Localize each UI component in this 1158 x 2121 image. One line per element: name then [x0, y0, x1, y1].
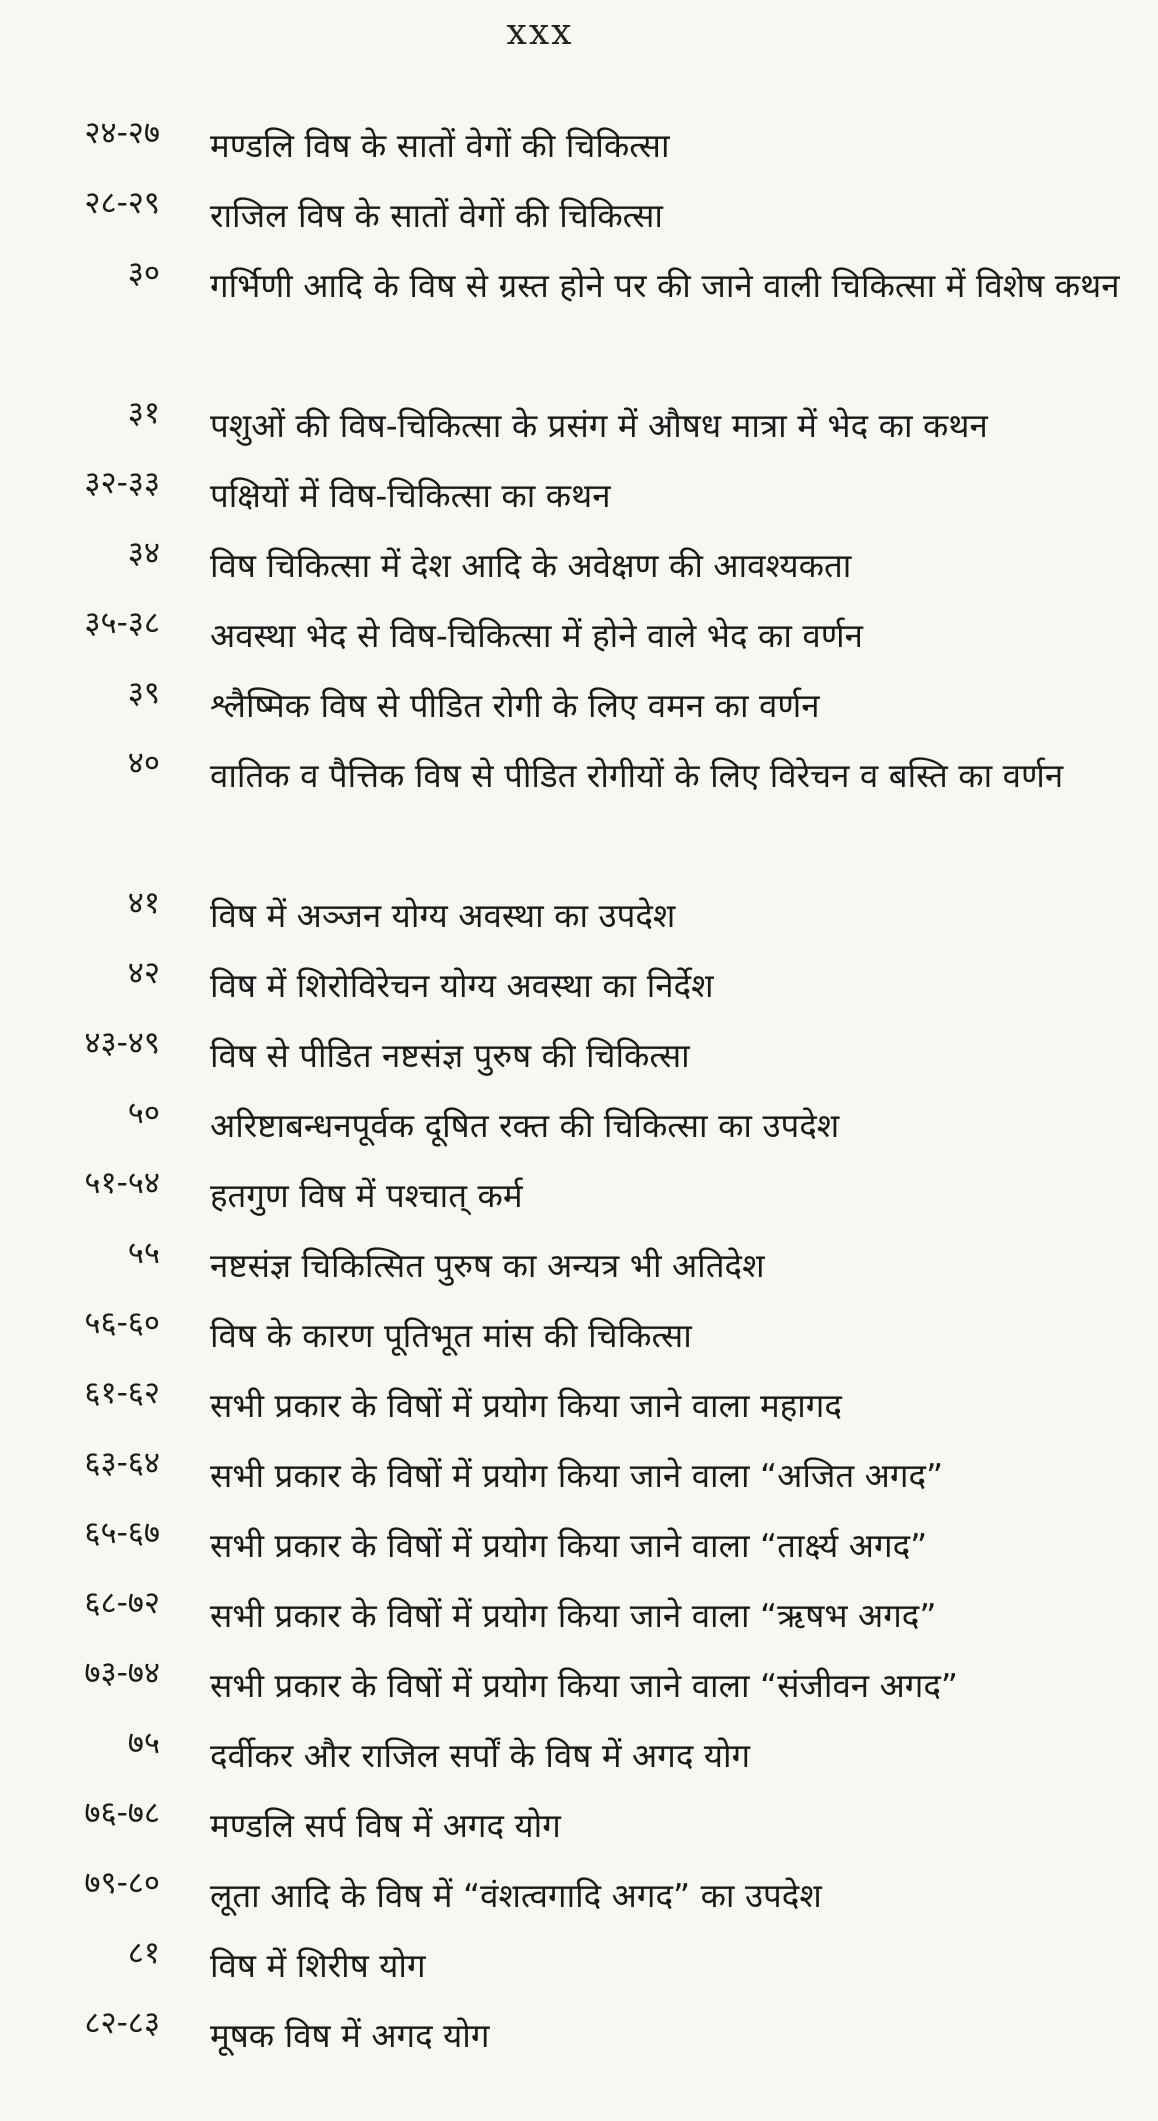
verse-number: ३१ [127, 395, 160, 431]
entry-description: श्लैष्मिक विष से पीडित रोगी के लिए वमन का वर्णन [210, 686, 820, 725]
toc-entry [0, 385, 1158, 455]
verse-number: ३९ [127, 675, 160, 711]
verse-number: ७३-७४ [84, 1655, 160, 1691]
entry-description: सभी प्रकार के विषों में प्रयोग किया जाने वाला “संजीवन अगद” [210, 1666, 959, 1705]
verse-number: ५६-६० [84, 1305, 160, 1341]
entry-description: हतगुण विष में पश्चात् कर्म [210, 1176, 523, 1215]
toc-entry [0, 665, 1158, 735]
entry-description: विष में शिरोविरेचन योग्य अवस्था का निर्देश [210, 966, 714, 1005]
verse-number: ५१-५४ [84, 1165, 160, 1201]
toc-entry [0, 525, 1158, 595]
toc-entry [0, 245, 1158, 385]
table-of-contents [0, 105, 1158, 2065]
entry-description: विष के कारण पूतिभूत मांस की चिकित्सा [210, 1316, 692, 1355]
entry-description: मण्डलि सर्प विष में अगद योग [210, 1806, 561, 1845]
verse-number: ७६-७८ [84, 1795, 160, 1831]
toc-entry [0, 1925, 1158, 1995]
verse-number: २८-२९ [84, 185, 160, 221]
entry-description: राजिल विष के सातों वेगों की चिकित्सा [210, 196, 663, 235]
verse-number: ५५ [127, 1235, 160, 1271]
verse-number: ८१ [127, 1935, 160, 1971]
verse-number: ३४ [127, 535, 160, 571]
entry-description: सभी प्रकार के विषों में प्रयोग किया जाने वाला “ऋषभ अगद” [210, 1596, 937, 1635]
entry-description: पक्षियों में विष-चिकित्सा का कथन [210, 476, 611, 515]
toc-entry [0, 105, 1158, 175]
entry-description: सभी प्रकार के विषों में प्रयोग किया जाने वाला “अजित अगद” [210, 1456, 944, 1495]
verse-number: ७५ [127, 1725, 160, 1761]
verse-number: ४२ [127, 955, 160, 991]
entry-description: सभी प्रकार के विषों में प्रयोग किया जाने वाला “तार्क्ष्य अगद” [210, 1526, 928, 1565]
verse-number: ३५-३८ [84, 605, 160, 641]
toc-entry [0, 1015, 1158, 1085]
entry-description: पशुओं की विष-चिकित्सा के प्रसंग में औषध मात्रा में भेद का कथन [210, 406, 988, 445]
verse-number: ७९-८० [84, 1865, 160, 1901]
toc-entry [0, 875, 1158, 945]
entry-description: अरिष्टाबन्धनपूर्वक दूषित रक्त की चिकित्सा का उपदेश [210, 1106, 840, 1145]
toc-entry [0, 735, 1158, 875]
toc-entry [0, 1645, 1158, 1715]
entry-description: विष चिकित्सा में देश आदि के अवेक्षण की आवश्यकता [210, 546, 852, 585]
toc-entry [0, 1855, 1158, 1925]
toc-entry [0, 1365, 1158, 1435]
toc-entry [0, 1295, 1158, 1365]
toc-entry [0, 455, 1158, 525]
verse-number: ६८-७२ [84, 1585, 160, 1621]
toc-entry [0, 1575, 1158, 1645]
entry-description: विष से पीडित नष्टसंज्ञ पुरुष की चिकित्सा [210, 1036, 690, 1075]
entry-description: अवस्था भेद से विष-चिकित्सा में होने वाले भेद का वर्णन [210, 616, 863, 655]
verse-number: ६१-६२ [84, 1375, 160, 1411]
toc-entry [0, 1435, 1158, 1505]
verse-number: २४-२७ [84, 115, 160, 151]
toc-entry [0, 1785, 1158, 1855]
toc-entry [0, 945, 1158, 1015]
page-number: xxx [506, 12, 574, 53]
toc-entry [0, 1715, 1158, 1785]
toc-entry [0, 1085, 1158, 1155]
toc-entry [0, 595, 1158, 665]
verse-number: ५० [127, 1095, 160, 1131]
toc-entry [0, 175, 1158, 245]
entry-description: विष में अञ्जन योग्य अवस्था का उपदेश [210, 896, 676, 935]
verse-number: ६३-६४ [84, 1445, 160, 1481]
verse-number: ३० [127, 255, 160, 291]
toc-entry [0, 1995, 1158, 2065]
entry-description: मूषक विष में अगद योग [210, 2016, 490, 2055]
entry-description: मण्डलि विष के सातों वेगों की चिकित्सा [210, 126, 670, 165]
entry-description: गर्भिणी आदि के विष से ग्रस्त होने पर की जाने वाली चिकित्सा में विशेष कथन [210, 266, 1120, 305]
entry-description: सभी प्रकार के विषों में प्रयोग किया जाने वाला महागद [210, 1386, 842, 1425]
entry-description: नष्टसंज्ञ चिकित्सित पुरुष का अन्यत्र भी अतिदेश [210, 1246, 765, 1285]
toc-entry [0, 1225, 1158, 1295]
entry-description: वातिक व पैत्तिक विष से पीडित रोगीयों के लिए विरेचन व बस्ति का वर्णन [210, 756, 1064, 795]
entry-description: दर्वीकर और राजिल सर्पों के विष में अगद योग [210, 1736, 751, 1775]
verse-number: ४१ [127, 885, 160, 921]
toc-entry [0, 1505, 1158, 1575]
verse-number: ४३-४९ [84, 1025, 160, 1061]
verse-number: ४० [127, 745, 160, 781]
toc-entry [0, 1155, 1158, 1225]
verse-number: ८२-८३ [84, 2005, 160, 2041]
verse-number: ३२-३३ [84, 465, 160, 501]
entry-description: विष में शिरीष योग [210, 1946, 426, 1985]
entry-description: लूता आदि के विष में “वंशत्वगादि अगद” का उपदेश [210, 1876, 822, 1915]
verse-number: ६५-६७ [84, 1515, 160, 1551]
